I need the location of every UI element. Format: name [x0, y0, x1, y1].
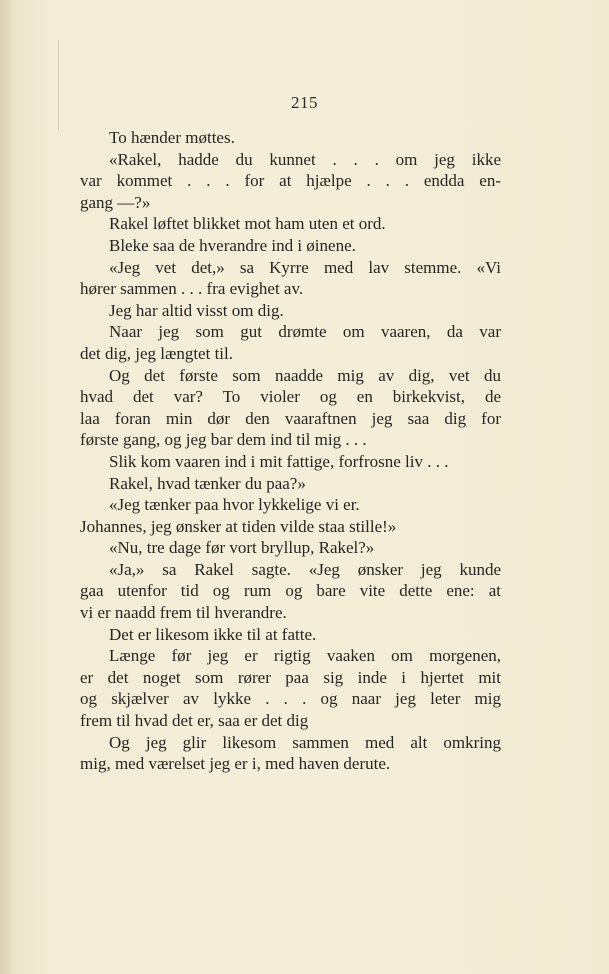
text-line: det dig, jeg længtet til. [80, 343, 233, 363]
text-line: var kommet . . . for at hjælpe . . . endda en- [80, 171, 501, 191]
text-line: Og jeg glir likesom sammen med alt omkring [109, 732, 501, 752]
text-line: gaa utenfor tid og rum og bare vite dette ene: at [80, 581, 501, 601]
text-line: Naar jeg som gut drømte om vaaren, da var [109, 322, 501, 342]
text-line: «Jeg vet det,» sa Kyrre med lav stemme. «Vi [109, 257, 501, 277]
text-line: første gang, og jeg bar dem ind til mig . . . [80, 430, 367, 450]
text-line: «Jeg tænker paa hvor lykkelige vi er. [109, 495, 360, 515]
text-line: mig, med værelset jeg er i, med haven derute. [80, 754, 391, 774]
body-text [80, 127, 501, 775]
paper-crease [58, 40, 65, 130]
text-line: Rakel løftet blikket mot ham uten et ord. [109, 214, 386, 234]
text-line: frem til hvad det er, saa er det dig [80, 711, 309, 731]
text-line: To hænder møttes. [109, 128, 235, 147]
text-line: Rakel, hvad tænker du paa?» [109, 473, 306, 493]
text-line: Det er likesom ikke til at fatte. [109, 624, 317, 644]
text-line: «Nu, tre dage før vort bryllup, Rakel?» [109, 538, 375, 558]
page-number: 215 [291, 93, 318, 112]
text-line: Jeg har altid visst om dig. [109, 300, 284, 320]
text-line: hvad det var? To violer og en birkekvist, de [80, 387, 501, 407]
binding-shadow [0, 0, 14, 974]
text-line: gang —?» [80, 192, 151, 212]
text-line: Johannes, jeg ønsker at tiden vilde staa stille!» [80, 516, 397, 536]
text-line: Og det første som naadde mig av dig, vet du [109, 365, 501, 385]
text-line: og skjælver av lykke . . . og naar jeg leter mig [80, 689, 501, 709]
text-line: laa foran min dør den vaaraftnen jeg saa dig for [80, 408, 501, 428]
text-line: Slik kom vaaren ind i mit fattige, forfrosne liv . . . [109, 451, 449, 471]
text-line: vi er naadd frem til hverandre. [80, 603, 287, 623]
text-line: Længe før jeg er rigtig vaaken om morgenen, [109, 646, 501, 666]
text-line: «Rakel, hadde du kunnet . . . om jeg ikke [109, 149, 501, 169]
text-line: hører sammen . . . fra evighet av. [80, 279, 304, 299]
text-line: Bleke saa de hverandre ind i øinene. [109, 235, 356, 255]
text-line: «Ja,» sa Rakel sagte. «Jeg ønsker jeg kunde [109, 559, 501, 579]
text-line: er det noget som rører paa sig inde i hjertet mit [80, 667, 501, 687]
